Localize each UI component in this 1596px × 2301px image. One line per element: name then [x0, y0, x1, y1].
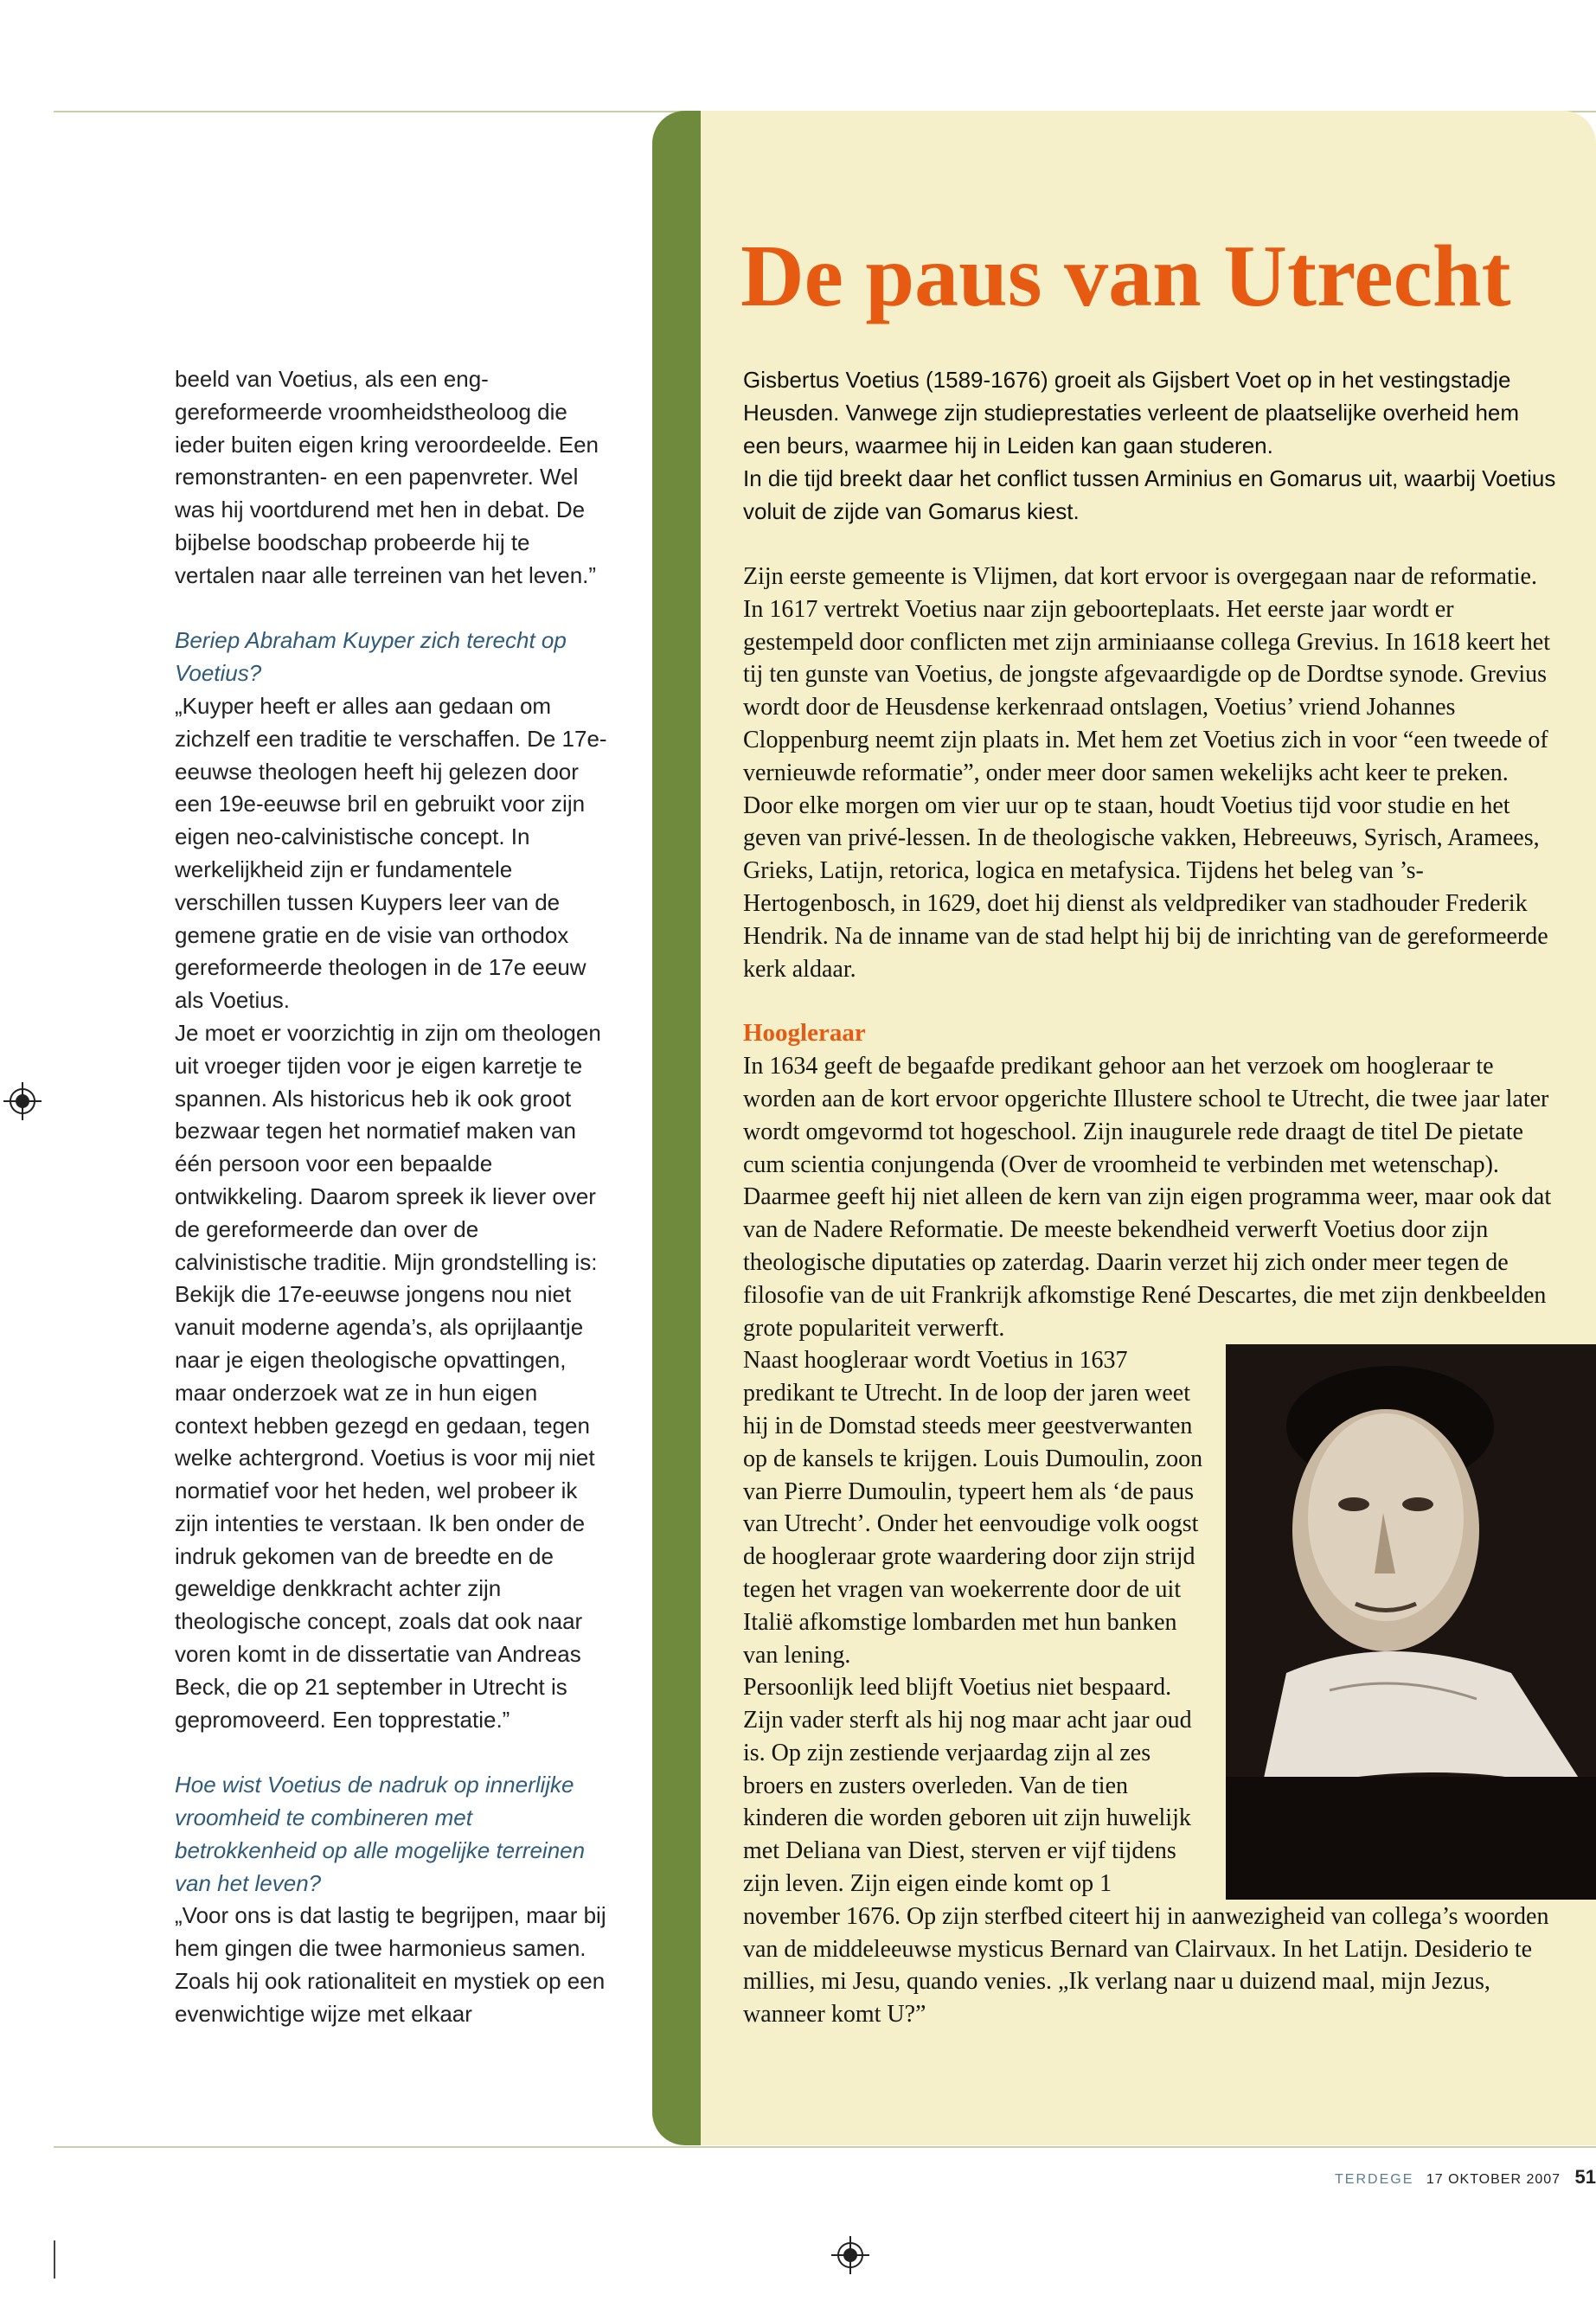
sidebar-body	[743, 561, 1556, 2031]
subheading-hoogleraar: Hoogleraar	[743, 1019, 866, 1048]
paragraph-gap	[175, 593, 607, 625]
issue-date: 17 OKTOBER 2007	[1426, 2172, 1561, 2187]
interview-question-1: Beriep Abraham Kuyper zich terecht op Voetius?	[175, 627, 567, 687]
sidebar-title: De paus van Utrecht	[740, 228, 1511, 325]
registration-mark-icon	[3, 1082, 42, 1120]
left-column	[175, 363, 607, 2031]
sidebar-stripe	[652, 111, 701, 2145]
voetius-portrait	[1226, 1344, 1596, 1900]
interview-question-2: Hoe wist Voetius de nadruk op innerlijke vroomheid te combineren met betrokkenheid op alle mogelijke terreinen van het leven?	[175, 1772, 586, 1896]
portrait-engraving-icon	[1226, 1344, 1596, 1900]
sidebar-intro	[743, 363, 1556, 528]
left-paragraph-2: „Kuyper heeft er alles aan gedaan om zichzelf een traditie te verschaffen. De 17e-eeuwse theologen heeft hij gelezen door een 19e-eeuwse bril en gebruikt voor zijn eigen neo-calvinistische concept. In werkelijkheid zijn er fundamentele verschillen tussen Kuypers leer van de gemene gratie en de visie van orthodox gereformeerde theologen in de 17e eeuw als Voetius.	[175, 692, 607, 1014]
body-paragraph-2: Door elke morgen om vier uur op te staan, houdt Voetius tijd voor studie en het geven van privé-lessen. In de theologische vakken, Hebreeuws, Syrisch, Aramees, Grieks, Latijn, retorica, logica en metafysica. Tijdens het beleg van ’s-Hertogenbosch, in 1629, doet hij dienst als veldprediker van stadhouder Frederik Hendrik. Na de inname van de stad helpt hij bij de inrichting van de gereformeerde kerk aldaar.	[743, 792, 1548, 983]
bottom-rule	[54, 2146, 1596, 2148]
registration-mark-icon	[831, 2236, 869, 2274]
left-paragraph-4: „Voor ons is dat lastig te begrijpen, maar bij hem gingen die twee harmonieus samen. Zoals hij ook rationaliteit en mystiek op een evenwichtige wijze met elkaar	[175, 1902, 606, 2027]
body-paragraph-4: Naast hoogleraar wordt Voetius in 1637 predikant te Utrecht. In de loop der jaren weet hij in de Domstad steeds meer geestverwanten op de kansels te krijgen. Louis Dumoulin, zoon van Pierre Dumoulin, typeert hem als ‘de paus van Utrecht’. Onder het eenvoudige volk oogst de hoogleraar grote waardering door zijn strijd tegen het vragen van woekerrente door de uit Italië afkomstige lombarden met hun banken van lening.	[743, 1347, 1203, 1669]
folio	[1250, 2166, 1596, 2189]
body-paragraph-1: Zijn eerste gemeente is Vlijmen, dat kort ervoor is overgegaan naar de reformatie. In 1617 vertrekt Voetius naar zijn geboorteplaats. Het eerste jaar wordt er gestempeld door conflicten met zijn arminiaanse collega Grevius. In 1618 keert het tij ten gunste van Voetius, de jongste afgevaardigde op de Dordtse synode. Grevius wordt door de Heusdense kerkenraad ontslagen, Voetius’ vriend Johannes Cloppenburg neemt zijn plaats in. Met hem zet Voetius zich in voor “een tweede of vernieuwde reformatie”, onder meer door samen wekelijks acht keer te preken.	[743, 563, 1551, 786]
paragraph-gap	[175, 1736, 607, 1769]
publication-name: TERDEGE	[1335, 2172, 1414, 2187]
page-number: 51	[1574, 2166, 1596, 2188]
intro-paragraph-2: In die tijd breekt daar het conflict tussen Arminius en Gomarus uit, waarbij Voetius voluit de zijde van Gomarus kiest.	[743, 465, 1556, 524]
left-paragraph-1: beeld van Voetius, als een eng-gereformeerde vroomheidstheoloog die ieder buiten eigen kring veroordeelde. Een remonstranten- en een papenvreter. Wel was hij voortdurend met hen in debat. De bijbelse boodschap probeerde hij te vertalen naar alle terreinen van het leven.”	[175, 366, 599, 588]
body-paragraph-5: Persoonlijk leed blijft Voetius niet bespaard. Zijn vader sterft als hij nog maar acht jaar oud is. Op zijn zestiende verjaardag zijn al zes broers en zusters overleden. Van de tien kinderen die worden geboren uit zijn huwelijk met Deliana van Diest, sterven er vijf tijdens zijn leven. Zijn eigen einde komt op 1 november 1676. Op zijn sterfbed citeert hij in aanwezigheid van collega’s woorden van de middeleeuwse mysticus Bernard van Clairvaux. In het Latijn. Desiderio te millies, mi Jesu, quando venies. „Ik verlang naar u duizend maal, mijn Jezus, wanneer komt U?”	[743, 1674, 1549, 2029]
body-paragraph-3: In 1634 geeft de begaafde predikant gehoor aan het verzoek om hoogleraar te worden aan de kort ervoor opgerichte Illustere school te Utrecht, die twee jaar later wordt omgevormd tot hogeschool. Zijn inaugurele rede draagt de titel De pietate cum scientia conjungenda (Over de vroomheid te verbinden met wetenschap). Daarmee geeft hij niet alleen de kern van zijn eigen programma weer, maar ook dat van de Nadere Reformatie. De meeste bekendheid verwerft Voetius door zijn theologische diputaties op zaterdag. Daarin verzet hij zich onder meer tegen de filosofie van de uit Frankrijk afkomstige René Descartes, die met zijn denkbeelden grote populariteit verwerft.	[743, 1053, 1552, 1342]
left-paragraph-3: Je moet er voorzichtig in zijn om theologen uit vroeger tijden voor je eigen karretje te spannen. Als historicus heb ik ook groot bezwaar tegen het normatief maken van één persoon voor een bepaalde ontwikkeling. Daarom spreek ik liever over de gereformeerde dan over de calvinistische traditie. Mijn grondstelling is: Bekijk die 17e-eeuwse jongens nou niet vanuit moderne agenda’s, als oprijlaantje naar je eigen theologische opvattingen, maar onderzoek wat ze in hun eigen context hebben gezegd en gedaan, tegen welke achtergrond. Voetius is voor mij niet normatief voor het heden, wel probeer ik zijn intenties te verstaan. Ik ben onder de indruk gekomen van de breedte en de geweldige denkkracht achter zijn theologische concept, zoals dat ook naar voren komt in de dissertatie van Andreas Beck, die op 21 september in Utrecht is gepromoveerd. Een topprestatie.”	[175, 1019, 601, 1733]
crop-mark	[54, 2240, 55, 2279]
intro-paragraph-1: Gisbertus Voetius (1589-1676) groeit als Gijsbert Voet op in het vestingstadje Heusden. Vanwege zijn studieprestaties verleent de plaatselijke overheid hem een beurs, waarmee hij in Leiden kan gaan studeren.	[743, 367, 1520, 458]
